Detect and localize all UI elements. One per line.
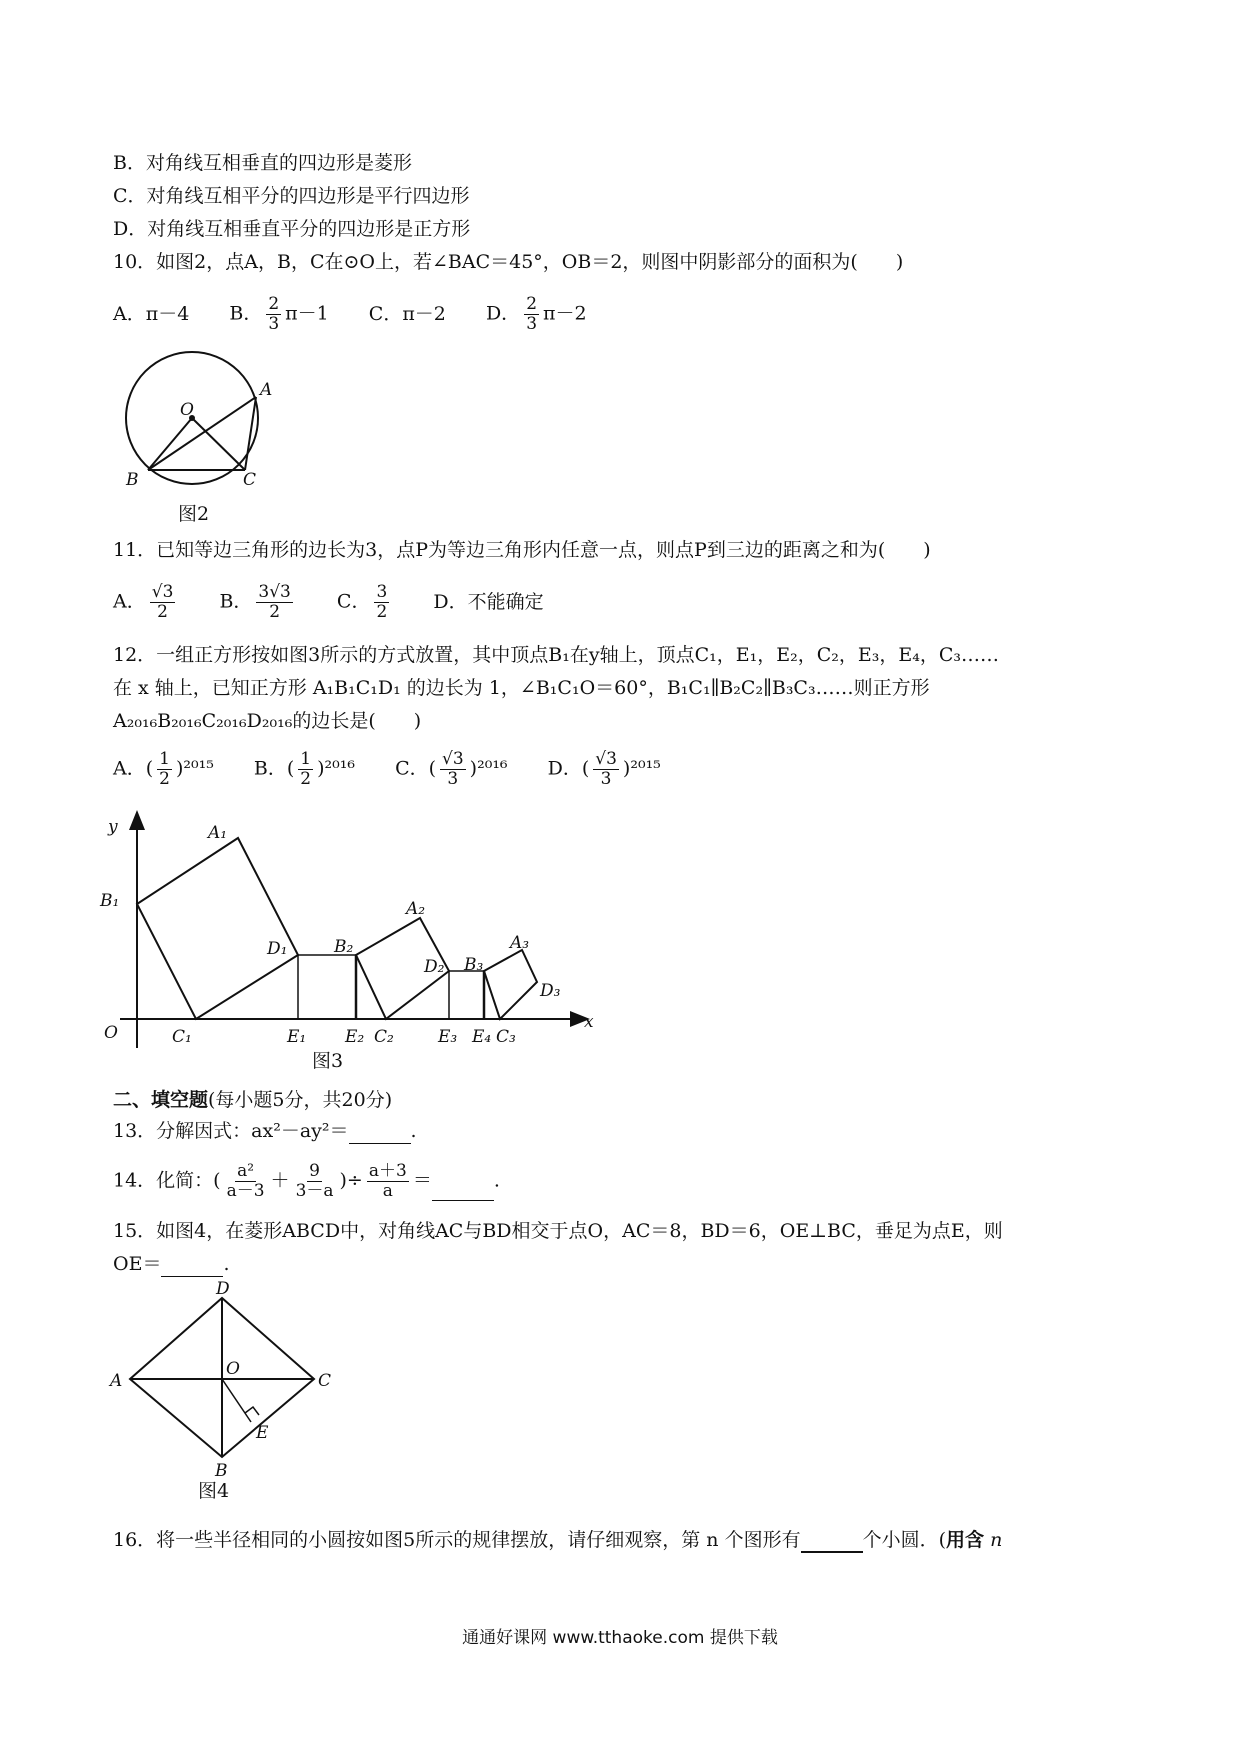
q14-answer-blank[interactable] — [432, 1182, 494, 1201]
section-2-heading — [113, 1087, 392, 1113]
q11-option-b: B． $\frac{3√3}{2}$ — [219, 582, 291, 622]
fig3-label-a2: A₂ — [406, 899, 426, 919]
section-2-note: (每小题5分，共20分) — [208, 1089, 393, 1111]
fig3-label-d2: D₂ — [424, 957, 445, 977]
page-footer: 通通好课网 www.tthaoke.com 提供下载 — [462, 1628, 778, 1648]
fig3-label-y: y — [108, 817, 118, 837]
q9-option-b: B．对角线互相垂直的四边形是菱形 — [113, 152, 412, 174]
fig3-label-c2: C₂ — [374, 1027, 394, 1047]
fig2-label-c: C — [243, 470, 257, 490]
q14: 14．化简：( $\frac{\text{a²}}{a-3}$ ＋ $\frac{9}{3-a}$ )÷ $\frac{a+3}{a}$ ＝ . — [113, 1161, 500, 1201]
q10-option-c: C．π－2 — [368, 302, 446, 325]
fig3-label-b1: B₁ — [100, 891, 120, 911]
q12-option-b: B．( $\frac{1}{2}$ )²⁰¹⁶ — [253, 749, 356, 789]
fig3-label-a1: A₁ — [208, 823, 228, 843]
fig4-label-e: E — [256, 1423, 269, 1443]
q11-options — [113, 583, 578, 622]
q12-option-c: C．( $\frac{√3}{3}$ )²⁰¹⁶ — [395, 749, 508, 789]
fig4-label-d: D — [216, 1279, 230, 1299]
q10-options — [113, 295, 621, 334]
fig3-label-e3: E₃ — [438, 1027, 458, 1047]
section-2-title: 二、填空题 — [113, 1089, 209, 1111]
fig4-label-o: O — [226, 1359, 240, 1379]
fig3-label-c1: C₁ — [172, 1027, 192, 1047]
fig3-label-o: O — [104, 1023, 118, 1043]
fig3-label-b3: B₃ — [464, 955, 484, 975]
figure-2-caption: 图2 — [178, 503, 210, 525]
q16: 16．将一些半径相同的小圆按如图5所示的规律摆放，请仔细观察，第 n 个图形有 个小圆．(用含 n — [113, 1529, 1003, 1551]
fig4-label-c: C — [318, 1371, 332, 1391]
q11-option-a: A． $\frac{√3}{2}$ — [113, 582, 174, 622]
figure-4-caption: 图4 — [198, 1480, 230, 1502]
q10-option-b: B． $\frac{2}{3}$ π－1 — [229, 294, 329, 334]
fig3-label-c3: C₃ — [496, 1027, 516, 1047]
q9-option-c: C．对角线互相平分的四边形是平行四边形 — [113, 185, 470, 207]
q12-option-d: D．( $\frac{√3}{3}$ )²⁰¹⁵ — [547, 749, 661, 789]
q9-option-d: D．对角线互相垂直平分的四边形是正方形 — [113, 218, 471, 240]
fig2-label-o: O — [180, 400, 194, 420]
fig3-label-e2: E₂ — [345, 1027, 365, 1047]
fig4-label-a: A — [110, 1371, 123, 1391]
q10-stem: 10．如图2，点A，B，C在⊙O上，若∠BAC＝45°，OB＝2，则图中阴影部分的面积为( ) — [113, 251, 904, 273]
q15-answer-blank[interactable] — [161, 1258, 223, 1277]
q16-answer-blank[interactable] — [801, 1533, 863, 1553]
fig4-label-b: B — [215, 1461, 228, 1481]
q15-line1: 15．如图4，在菱形ABCD中，对角线AC与BD相交于点O，AC＝8，BD＝6，OE⊥BC，垂足为点E，则 — [113, 1220, 1003, 1242]
q12-line2: 在 x 轴上，已知正方形 A₁B₁C₁D₁ 的边长为 1，∠B₁C₁O＝60°，B₁C₁∥B₂C₂∥B₃C₃……则正方形 — [113, 677, 930, 699]
fig3-label-x: x — [584, 1012, 594, 1032]
figure-3-squares-diagram — [100, 810, 600, 1050]
fig3-label-a3: A₃ — [510, 933, 530, 953]
q10-option-d: D． $\frac{2}{3}$ π－2 — [485, 294, 587, 334]
figure-2-circle-diagram — [110, 345, 280, 495]
q11-option-d: D．不能确定 — [433, 590, 544, 613]
q12-option-a: A．( $\frac{1}{2}$ )²⁰¹⁵ — [113, 749, 214, 789]
q12-line3: A₂₀₁₆B₂₀₁₆C₂₀₁₆D₂₀₁₆的边长是( ) — [113, 710, 422, 732]
figure-4-rhombus-diagram — [110, 1279, 350, 1481]
fig2-label-b: B — [126, 470, 139, 490]
fig3-label-e4: E₄ — [472, 1027, 492, 1047]
q10-option-a: A．π－4 — [113, 302, 190, 325]
q11-stem: 11．已知等边三角形的边长为3，点P为等边三角形内任意一点，则点P到三边的距离之和为( ) — [113, 539, 931, 561]
fig3-label-d1: D₁ — [267, 939, 288, 959]
fig2-label-a: A — [260, 380, 273, 400]
q13-answer-blank[interactable] — [349, 1125, 411, 1144]
fig3-label-e1: E₁ — [287, 1027, 307, 1047]
figure-3-caption: 图3 — [312, 1050, 344, 1072]
fig3-label-b2: B₂ — [334, 937, 354, 957]
q12-options — [113, 750, 695, 789]
q15-line2: OE＝ . — [113, 1253, 230, 1275]
q11-option-c: C． $\frac{3}{2}$ — [336, 582, 388, 622]
fig3-label-d3: D₃ — [540, 981, 561, 1001]
q13: 13．分解因式：ax²－ay²＝ . — [113, 1120, 417, 1142]
q12-line1: 12．一组正方形按如图3所示的方式放置，其中顶点B₁在y轴上，顶点C₁，E₁，E₂，C₂，E₃，E₄，C₃…… — [113, 644, 999, 666]
